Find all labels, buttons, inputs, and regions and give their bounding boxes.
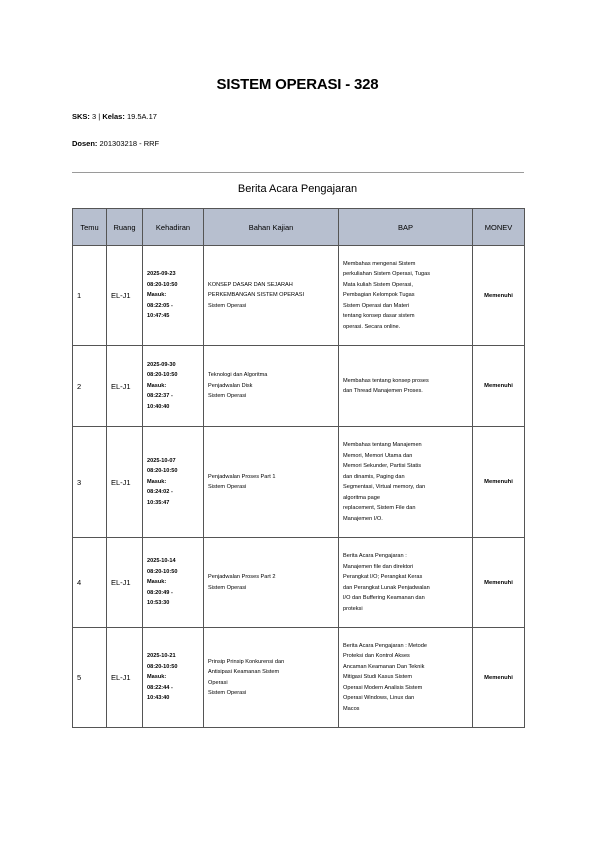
header-bahan-kajian: Bahan Kajian	[204, 209, 339, 246]
table-row	[73, 538, 525, 628]
header-kehadiran: Kehadiran	[143, 209, 204, 246]
cell-ruang: EL-J1	[107, 538, 143, 628]
cell-monev: Memenuhi	[473, 628, 525, 728]
cell-temu: 1	[73, 246, 107, 346]
cell-kehadiran: 2025-10-14 08:20-10:50 Masuk: 08:20:49 - 10:53:30	[143, 538, 204, 628]
cell-ruang: EL-J1	[107, 246, 143, 346]
cell-bahan-kajian: Teknologi dan Algoritma Penjadwalan Disk Sistem Operasi	[204, 346, 339, 427]
page-title: SISTEM OPERASI - 328	[216, 76, 379, 93]
header-monev: MONEV	[473, 209, 525, 246]
cell-monev: Memenuhi	[473, 538, 525, 628]
header-temu: Temu	[73, 209, 107, 246]
cell-temu: 2	[73, 346, 107, 427]
cell-ruang: EL-J1	[107, 427, 143, 538]
cell-monev: Memenuhi	[473, 346, 525, 427]
section-title: Berita Acara Pengajaran	[237, 183, 358, 195]
cell-bahan-kajian: Penjadwalan Proses Part 2 Sistem Operasi	[204, 538, 339, 628]
cell-kehadiran: 2025-09-30 08:20-10:50 Masuk: 08:22:37 - 10:40:40	[143, 346, 204, 427]
table-row	[73, 346, 525, 427]
cell-temu: 3	[73, 427, 107, 538]
cell-monev: Memenuhi	[473, 246, 525, 346]
table-row	[73, 246, 525, 346]
bap-table	[72, 208, 525, 728]
cell-bap: Berita Acara Pengajaran : Metode Proteksi dan Kontrol Akses Ancaman Keamanan Dan Teknik Mitigasi Studi Kasus Sistem Operasi Modern Analisis Sistem Operasi Windows, Linux dan Macos	[339, 628, 473, 728]
cell-bap: Membahas tentang Manajemen Memori, Memori Utama dan Memori Sekunder, Partisi Statis dan dinamis, Paging dan Segmentasi, Virtual memory, dan algoritma page replacement, Sistem File dan Manajemen I/O.	[339, 427, 473, 538]
sks-label: SKS:	[72, 112, 90, 121]
kelas-value: 19.5A.17	[126, 112, 157, 121]
table-header-row	[73, 209, 525, 246]
cell-kehadiran: 2025-10-07 08:20-10:50 Masuk: 08:24:02 - 10:35:47	[143, 427, 204, 538]
dosen-value: 201303218 - RRF	[99, 139, 160, 148]
cell-bap: Berita Acara Pengajaran : Manajemen file dan direktori Perangkat I/O; Perangkat Keras dan Perangkat Lunak Penjadwalan I/O dan Buffering Keamanan dan proteksi	[339, 538, 473, 628]
header-bap: BAP	[339, 209, 473, 246]
divider	[72, 172, 524, 173]
cell-kehadiran: 2025-09-23 08:20-10:50 Masuk: 08:22:05 - 10:47:45	[143, 246, 204, 346]
cell-ruang: EL-J1	[107, 628, 143, 728]
cell-ruang: EL-J1	[107, 346, 143, 427]
dosen-label: Dosen:	[72, 139, 98, 148]
sks-value: 3	[92, 112, 97, 121]
cell-bahan-kajian: Penjadwalan Proses Part 1 Sistem Operasi	[204, 427, 339, 538]
cell-kehadiran: 2025-10-21 08:20-10:50 Masuk: 08:22:44 - 10:43:40	[143, 628, 204, 728]
cell-bap: Membahas mengenai Sistem perkuliahan Sistem Operasi, Tugas Mata kuliah Sistem Operasi, Pembagian Kelompok Tugas Sistem Operasi dan Materi tentang konsep dasar sistem operasi. Secara online.	[339, 246, 473, 346]
cell-temu: 4	[73, 538, 107, 628]
separator: |	[98, 112, 101, 121]
cell-temu: 5	[73, 628, 107, 728]
cell-monev: Memenuhi	[473, 427, 525, 538]
cell-bahan-kajian: KONSEP DASAR DAN SEJARAH PERKEMBANGAN SISTEM OPERASI Sistem Operasi	[204, 246, 339, 346]
sks-kelas-line	[72, 112, 157, 121]
cell-bap: Membahas tentang konsep proses dan Thread Manajemen Proses.	[339, 346, 473, 427]
table-row	[73, 427, 525, 538]
dosen-line	[72, 139, 159, 148]
kelas-label: Kelas:	[102, 112, 125, 121]
cell-bahan-kajian: Prinsip Prinsip Konkurensi dan Antisipasi Keamanan Sistem Operasi Sistem Operasi	[204, 628, 339, 728]
table-row	[73, 628, 525, 728]
header-ruang: Ruang	[107, 209, 143, 246]
